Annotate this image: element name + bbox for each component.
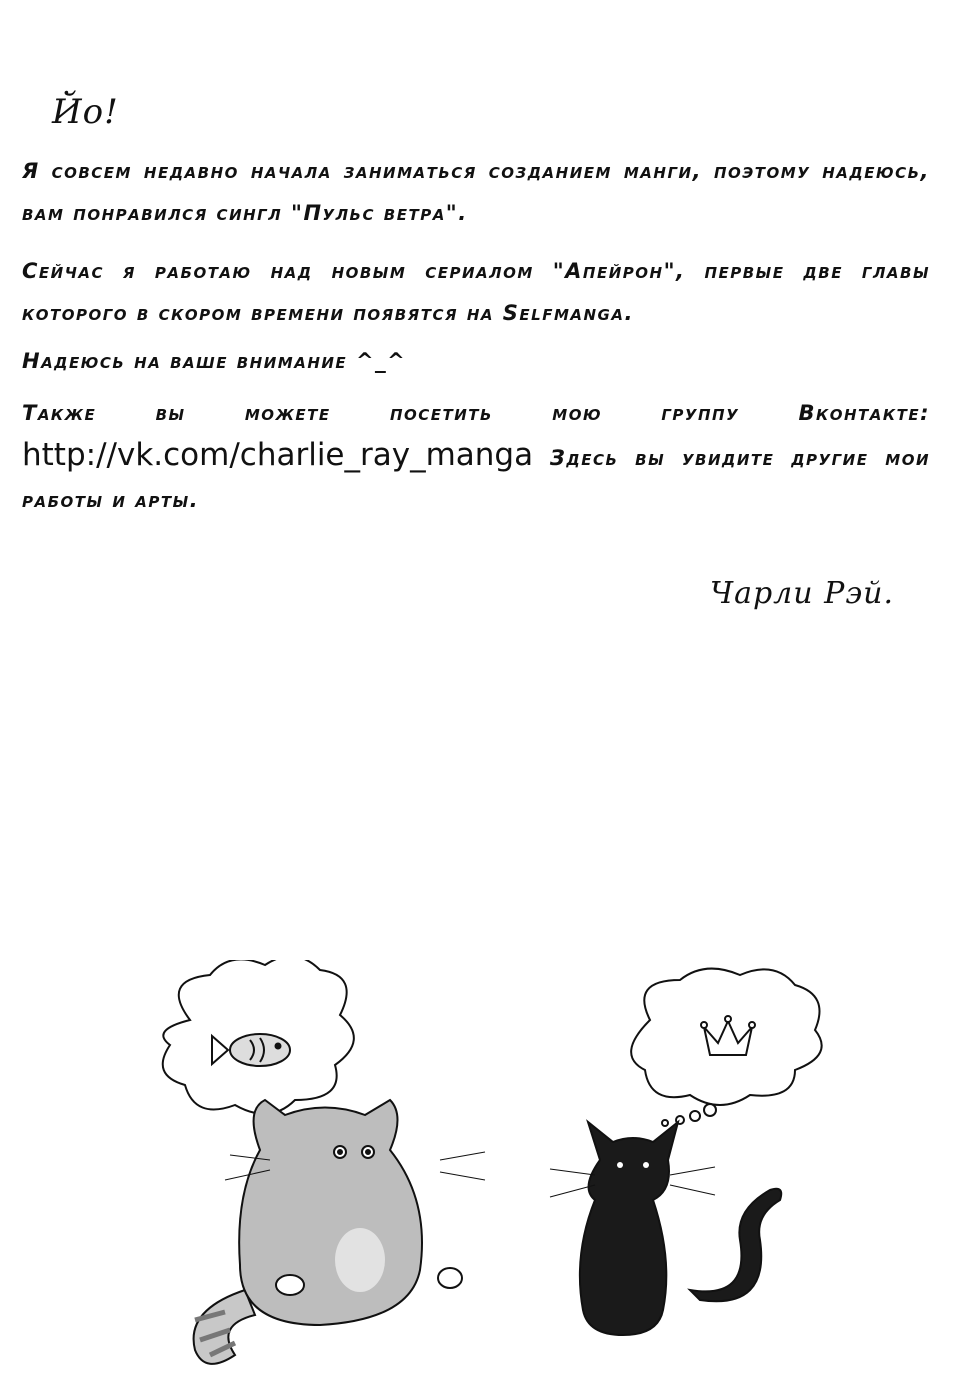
- group-description-text: Здесь вы увидите другие мои работы и арты.: [22, 446, 931, 512]
- paragraph-attention: Надеюсь на ваше внимание ^_^: [22, 349, 407, 373]
- paragraph-group: [22, 392, 930, 521]
- vk-group-link[interactable]: http://vk.com/charlie_ray_manga: [22, 437, 534, 473]
- cats-illustration: [150, 960, 850, 1370]
- author-signature: Чарли Рэй.: [709, 576, 894, 611]
- paragraph-intro: Я совсем недавно начала заниматься созданием манги, поэтому надеюсь, вам понравился сингл "Пульс ветра".: [22, 159, 930, 225]
- group-invite-text: Также вы можете посетить мою группу Вконтакте:: [22, 401, 930, 425]
- paragraph-new-series: Сейчас я работаю над новым сериалом "Апейрон", первые две главы которого в скором времени появятся на Selfmanga.: [22, 259, 930, 325]
- greeting: Йо!: [52, 92, 119, 132]
- grey-cat: [194, 1100, 485, 1364]
- black-cat: [550, 1122, 781, 1335]
